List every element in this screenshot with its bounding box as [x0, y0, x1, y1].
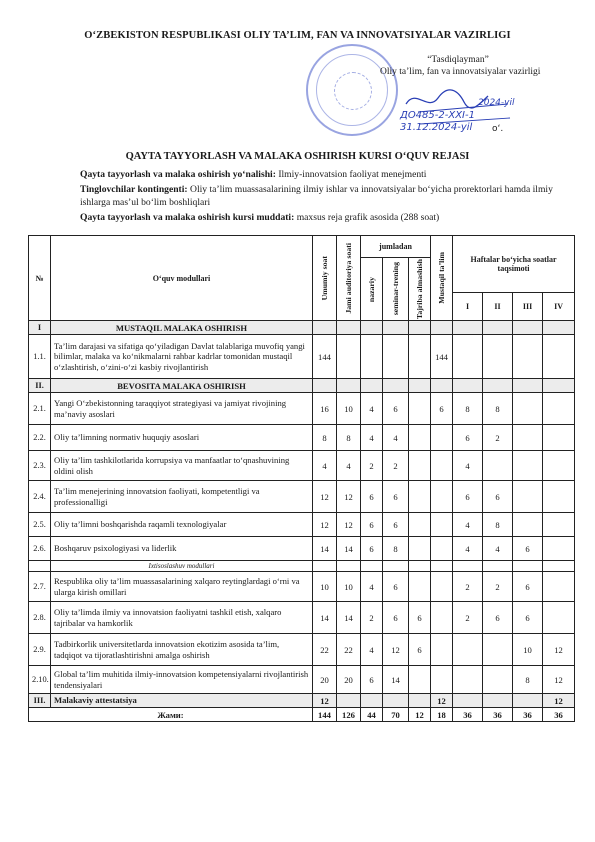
table-row: 2.9. Tadbirkorlik universitetlarda innovatsion ekotizim asosida ta’lim, tadqiqot va tijoratlashtirishni amalga oshirish 22 22 4 12 6 10 12 — [29, 634, 575, 666]
table-row: 2.8. Oliy ta’limda ilmiy va innovatsion faoliyatni tashkil etish, xalqaro tajribalar va hamkorlik 14 14 2 6 6 2 6 6 — [29, 602, 575, 634]
header-independent: Mustaqil ta’lim — [431, 236, 453, 321]
registration-date: 31.12.2024-yil — [400, 122, 473, 133]
approval-year: 2024-yil — [478, 98, 515, 108]
header-w2: II — [483, 293, 513, 321]
direction-line: Qayta tayyorlash va malaka oshirish yo‘nalishi: Ilmiy-innovatsion faoliyat menejmenti — [80, 169, 427, 180]
section-row: I MUSTAQIL MALAKA OSHIRISH — [29, 321, 575, 335]
header-no: № — [29, 236, 51, 321]
header-practice: Tajriba almashish — [409, 258, 431, 321]
curriculum-table — [28, 235, 575, 722]
header-w4: IV — [543, 293, 575, 321]
header-including: jumladan — [361, 236, 431, 258]
header-total: Umumiy soat — [313, 236, 337, 321]
header-auditory: Jami auditoriya soati — [337, 236, 361, 321]
table-row: 1.1. Ta’lim darajasi va sifatiga qo‘yiladigan Davlat talablariga muvofiq yangi bilimlar, malaka va ko‘nikmalarni rahbar kadrlar tomonidan mustaqil o‘zlashtirish, o‘zini-o‘zi kasbiy rivojlantirish 144 144 — [29, 335, 575, 379]
header-weeks: Haftalar bo‘yicha soatlar taqsimoti — [453, 236, 575, 293]
header-w1: I — [453, 293, 483, 321]
registration-suffix: o‘. — [492, 124, 504, 134]
subheader-row: Ixtisoslashuv modullari — [29, 561, 575, 572]
header-seminar: seminar-trening — [383, 258, 409, 321]
table-row: 2.2. Oliy ta’limning normativ huquqiy asoslari 8 8 4 4 6 2 — [29, 425, 575, 451]
approve-title: “Tasdiqlayman” — [427, 55, 489, 65]
table-row: 2.10. Global ta’lim muhitida ilmiy-innovatsion kompetensiyalarni rivojlantirish tendensiyalari 20 20 6 14 8 12 — [29, 666, 575, 694]
table-row: 2.3. Oliy ta’lim tashkilotlarida korrupsiya va manfaatlar to‘qnashuvining oldini olish 4 4 2 2 4 — [29, 451, 575, 481]
section-row: II. BEVOSITA MALAKA OSHIRISH — [29, 379, 575, 393]
table-row: 2.6. Boshqaruv psixologiyasi va liderlik 14 14 6 8 4 4 6 — [29, 537, 575, 561]
header-modules: O‘quv modullari — [51, 236, 313, 321]
header-w3: III — [513, 293, 543, 321]
total-row: Жами: 144 126 44 70 12 18 36 36 36 36 — [29, 708, 575, 722]
document-title: QAYTA TAYYORLASH VA MALAKA OSHIRISH KURSI O‘QUV REJASI — [125, 151, 470, 162]
table-row: 2.4. Ta’lim menejerining innovatsion faoliyati, kompetentligi va professionalligi 12 12 6 6 6 6 — [29, 481, 575, 513]
contingent-line: Tinglovchilar kontingenti: Oliy ta’lim muassasalarining ilmiy ishlar va innovatsiyalar bo‘yicha prorektorlari hamda ilmiy ishlarga mas’ul bo‘lim boshliqlari — [80, 184, 553, 208]
registration-number: ДО485-2-ХХI-1 — [400, 110, 475, 121]
duration-line: Qayta tayyorlash va malaka oshirish kursi muddati: maxsus reja grafik asosida (288 soat) — [80, 212, 440, 223]
header-theory: nazariy — [361, 258, 383, 321]
ministry-title: O‘ZBEKISTON RESPUBLIKASI OLIY TA’LIM, FAN VA INNOVATSIYALAR VAZIRLIGI — [84, 30, 511, 41]
attestation-row: III. Malakaviy attestatsiya 12 12 12 — [29, 694, 575, 708]
table-row: 2.1. Yangi O‘zbekistonning taraqqiyot strategiyasi va jamiyat rivojining ma’naviy asoslari 16 10 4 6 6 8 8 — [29, 393, 575, 425]
table-row: 2.7. Respublika oliy ta’lim muassasalarining xalqaro reytinglardagi o‘rni va ularga kirish omillari 10 10 4 6 2 2 6 — [29, 572, 575, 602]
approve-line: Oliy ta’lim, fan va innovatsiyalar vazirligi — [380, 67, 541, 77]
approval-block — [380, 54, 580, 78]
table-row: 2.5. Oliy ta’limni boshqarishda raqamli texnologiyalar 12 12 6 6 4 8 — [29, 513, 575, 537]
